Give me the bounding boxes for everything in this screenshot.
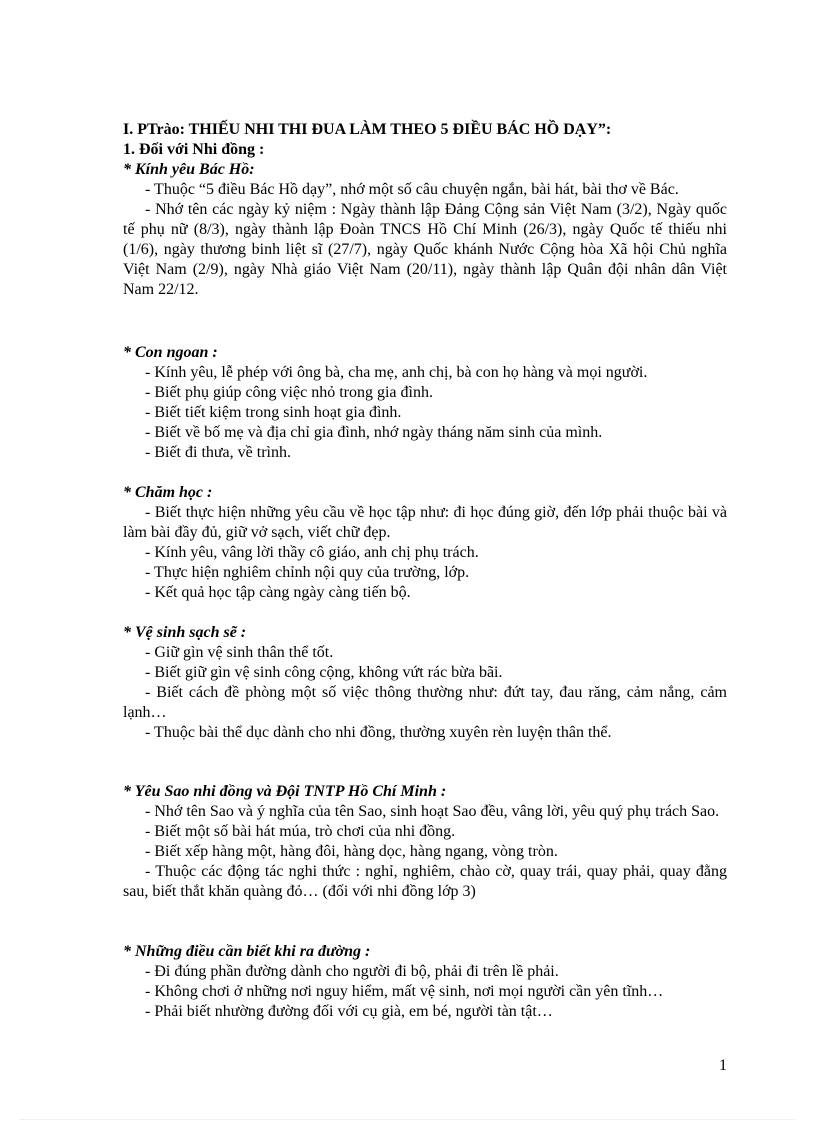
document-header xyxy=(123,120,727,160)
list-item: - Thuộc “5 điều Bác Hồ dạy”, nhớ một số câu chuyện ngắn, bài hát, bài thơ về Bác. xyxy=(145,181,679,198)
list-item: - Đi đúng phần đường dành cho người đi bộ, phải đi trên lề phải. xyxy=(145,963,559,980)
section-heading: * Con ngoan : xyxy=(123,344,218,361)
section-love-star-team xyxy=(123,782,727,902)
section-subtitle: 1. Đối với Nhi đồng : xyxy=(123,141,265,158)
list-item: - Nhớ tên các ngày kỷ niệm : Ngày thành lập Đảng Cộng sản Việt Nam (3/2), Ngày quốc tế phụ nữ (8/3), ngày thành lập Đoàn TNCS Hồ Chí Minh (26/3), ngày Quốc tế thiếu nhi (1/6), ngày thương binh liệt sĩ (27/7), ngày Quốc khánh Nước Cộng hòa Xã hội Chủ nghĩa Việt Nam (2/9), ngày Nhà giáo Việt Nam (20/11), ngày thành lập Quân đội nhân dân Việt Nam 22/12. xyxy=(123,201,727,298)
list-item: - Biết đi thưa, về trình. xyxy=(145,444,291,461)
section-road-rules xyxy=(123,942,727,1022)
section-study-hard xyxy=(123,483,727,603)
list-item: - Kết quả học tập càng ngày càng tiến bộ. xyxy=(145,584,411,601)
list-item: - Nhớ tên Sao và ý nghĩa của tên Sao, sinh hoạt Sao đều, vâng lời, yêu quý phụ trách Sao. xyxy=(145,803,720,820)
section-good-child xyxy=(123,343,727,463)
document-title: I. PTrào: THIẾU NHI THI ĐUA LÀM THEO 5 ĐIỀU BÁC HỒ DẠY”: xyxy=(123,121,612,138)
section-heading: * Yêu Sao nhi đồng và Đội TNTP Hồ Chí Minh : xyxy=(123,783,447,800)
list-item: - Biết giữ gìn vệ sinh công cộng, không vứt rác bừa bãi. xyxy=(145,664,503,681)
list-item: - Không chơi ở những nơi nguy hiểm, mất vệ sinh, nơi mọi người cần yên tĩnh… xyxy=(145,983,664,1000)
section-heading: * Kính yêu Bác Hồ: xyxy=(123,161,255,178)
section-heading: * Chăm học : xyxy=(123,484,213,501)
list-item: - Thuộc bài thể dục dành cho nhi đồng, thường xuyên rèn luyện thân thể. xyxy=(145,724,612,741)
section-heading: * Vệ sinh sạch sẽ : xyxy=(123,624,247,641)
page-number: 1 xyxy=(719,1057,727,1074)
list-item: - Biết một số bài hát múa, trò chơi của nhi đồng. xyxy=(145,823,456,840)
list-item: - Biết tiết kiệm trong sinh hoạt gia đình. xyxy=(145,404,402,421)
list-item: - Phải biết nhường đường đối với cụ già, em bé, người tàn tật… xyxy=(145,1003,553,1020)
list-item: - Biết xếp hàng một, hàng đôi, hàng dọc, hàng ngang, vòng tròn. xyxy=(145,843,558,860)
list-item: - Thực hiện nghiêm chỉnh nội quy của trường, lớp. xyxy=(145,564,470,581)
section-love-uncle-ho xyxy=(123,160,727,300)
section-heading: * Những điều cần biết khi ra đường : xyxy=(123,943,371,960)
list-item: - Biết phụ giúp công việc nhỏ trong gia đình. xyxy=(145,384,433,401)
list-item: - Biết về bố mẹ và địa chỉ gia đình, nhớ ngày tháng năm sinh của mình. xyxy=(145,424,603,441)
list-item: - Biết cách đề phòng một số việc thông thường như: đứt tay, đau răng, cảm nắng, cảm lạnh… xyxy=(123,684,727,721)
page-bottom-divider xyxy=(20,1119,796,1120)
list-item: - Giữ gìn vệ sinh thân thể tốt. xyxy=(145,644,334,661)
list-item: - Biết thực hiện những yêu cầu về học tập như: đi học đúng giờ, đến lớp phải thuộc bài và làm bài đầy đủ, giữ vở sạch, viết chữ đẹp. xyxy=(123,504,727,541)
list-item: - Kính yêu, vâng lời thầy cô giáo, anh chị phụ trách. xyxy=(145,544,479,561)
list-item: - Thuộc các động tác nghi thức : nghỉ, nghiêm, chào cờ, quay trái, quay phải, quay đằng sau, biết thắt khăn quàng đỏ… (đối với nhi đồng lớp 3) xyxy=(123,863,727,900)
section-hygiene xyxy=(123,623,727,743)
list-item: - Kính yêu, lễ phép với ông bà, cha mẹ, anh chị, bà con họ hàng và mọi người. xyxy=(145,364,648,381)
